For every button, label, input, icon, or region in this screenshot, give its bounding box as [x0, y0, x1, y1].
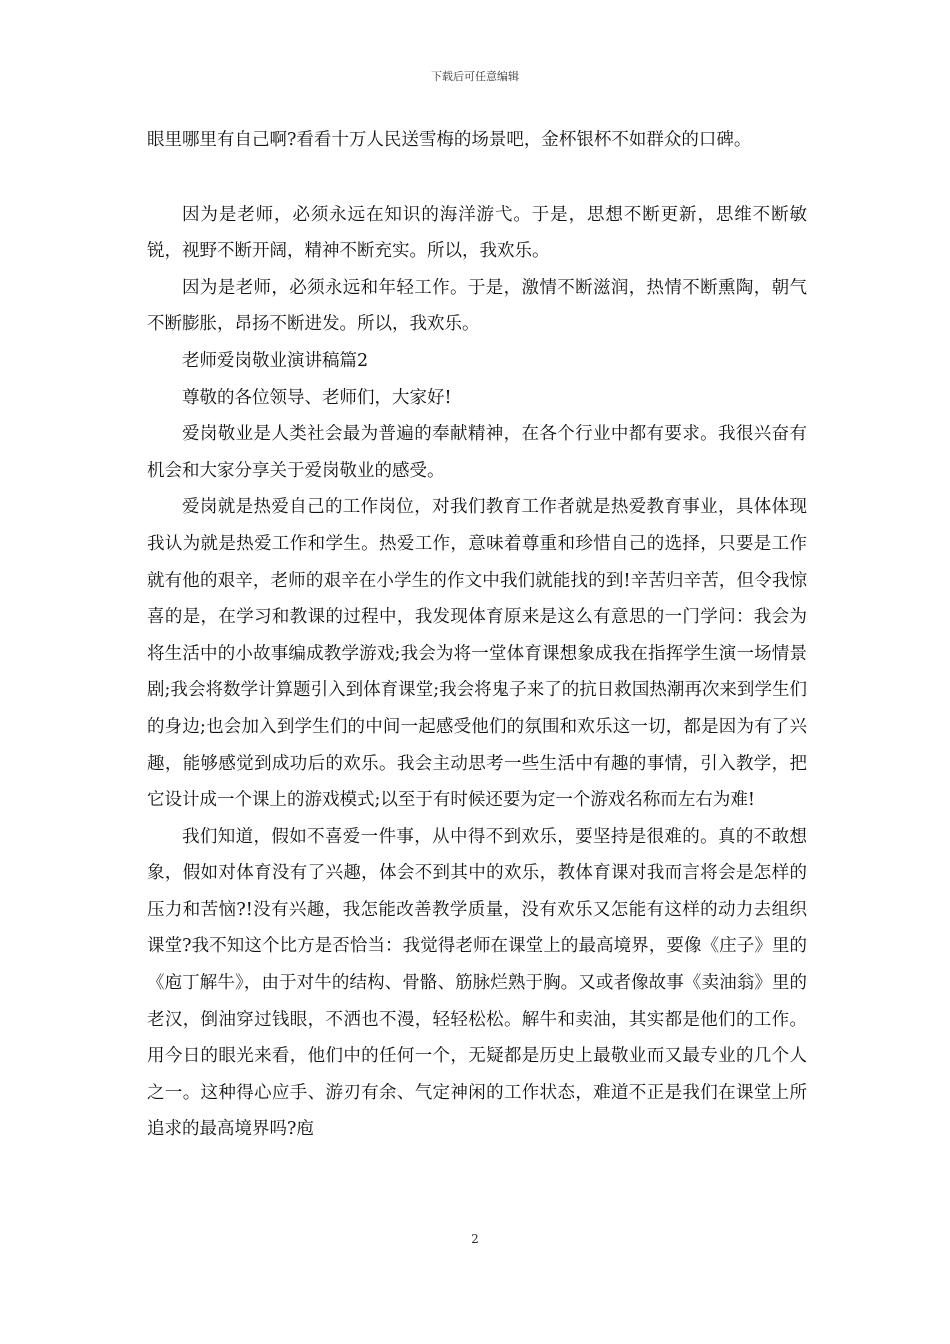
- paragraph: 因为是老师，必须永远在知识的海洋游弋。于是，思想不断更新，思维不断敏锐，视野不断开阔，精神不断充实。所以，我欢乐。: [147, 204, 807, 262]
- section-heading: 老师爱岗敬业演讲稿篇2: [182, 350, 369, 371]
- salutation: 尊敬的各位领导、老师们，大家好!: [182, 387, 452, 408]
- paragraph: 爱岗敬业是人类社会最为普遍的奉献精神，在各个行业中都有要求。我很兴奋有机会和大家分享关于爱岗敬业的感受。: [147, 424, 807, 481]
- paragraph: 爱岗就是热爱自己的工作岗位，对我们教育工作者就是热爱教育事业，具体体现我认为就是热爱工作和学生。热爱工作，意味着尊重和珍惜自己的选择，只要是工作就有他的艰辛，老师的艰辛在小学生的作文中我们就能找的到!辛苦归辛苦，但令我惊喜的是，在学习和教课的过程中，我发现体育原来是这么有意思的一门学问：我会为将生活中的小故事编成教学游戏;我会为将一堂体育课想象成我在指挥学生演一场情景剧;我会将数学计算题引入到体育课堂;我会将鬼子来了的抗日救国热潮再次来到学生们的身边;也会加入到学生们的中间一起感受他们的氛围和欢乐这一切，都是因为有了兴趣，能够感觉到成功后的欢乐。我会主动思考一些生活中有趣的事情，引入教学，把它设计成一个课上的游戏模式;以至于有时候还要为定一个游戏名称而左右为难!: [147, 497, 807, 811]
- paragraph-continuation: 眼里哪里有自己啊?看看十万人民送雪梅的场景吧，金杯银杯不如群众的口碑。: [147, 130, 752, 150]
- document-body: [147, 122, 807, 1148]
- paragraph-gap: [147, 159, 807, 197]
- page-header-note: 下载后可任意编辑: [431, 70, 519, 83]
- paragraph: 因为是老师，必须永远和年轻工作。于是，激情不断滋润，热情不断熏陶，朝气不断膨胀，昂扬不断进发。所以，我欢乐。: [147, 277, 807, 335]
- paragraph: 我们知道，假如不喜爱一件事，从中得不到欢乐，要坚持是很难的。真的不敢想象，假如对体育没有了兴趣，体会不到其中的欢乐，教体育课对我而言将会是怎样的压力和苦恼?!没有兴趣，我怎能改善教学质量，没有欢乐又怎能有这样的动力去组织课堂?我不知这个比方是否恰当：我觉得老师在课堂上的最高境界，要像《庄子》里的《庖丁解牛》，由于对牛的结构、骨骼、筋脉烂熟于胸。又或者像故事《卖油翁》里的老汉，倒油穿过钱眼，不洒也不漫，轻轻松松。解牛和卖油，其实都是他们的工作。用今日的眼光来看，他们中的任何一个，无疑都是历史上最敬业而又最专业的几个人之一。这种得心应手、游刃有余、气定神闲的工作状态，难道不正是我们在课堂上所追求的最高境界吗?庖: [147, 826, 807, 1140]
- page-number: 2: [471, 1232, 479, 1246]
